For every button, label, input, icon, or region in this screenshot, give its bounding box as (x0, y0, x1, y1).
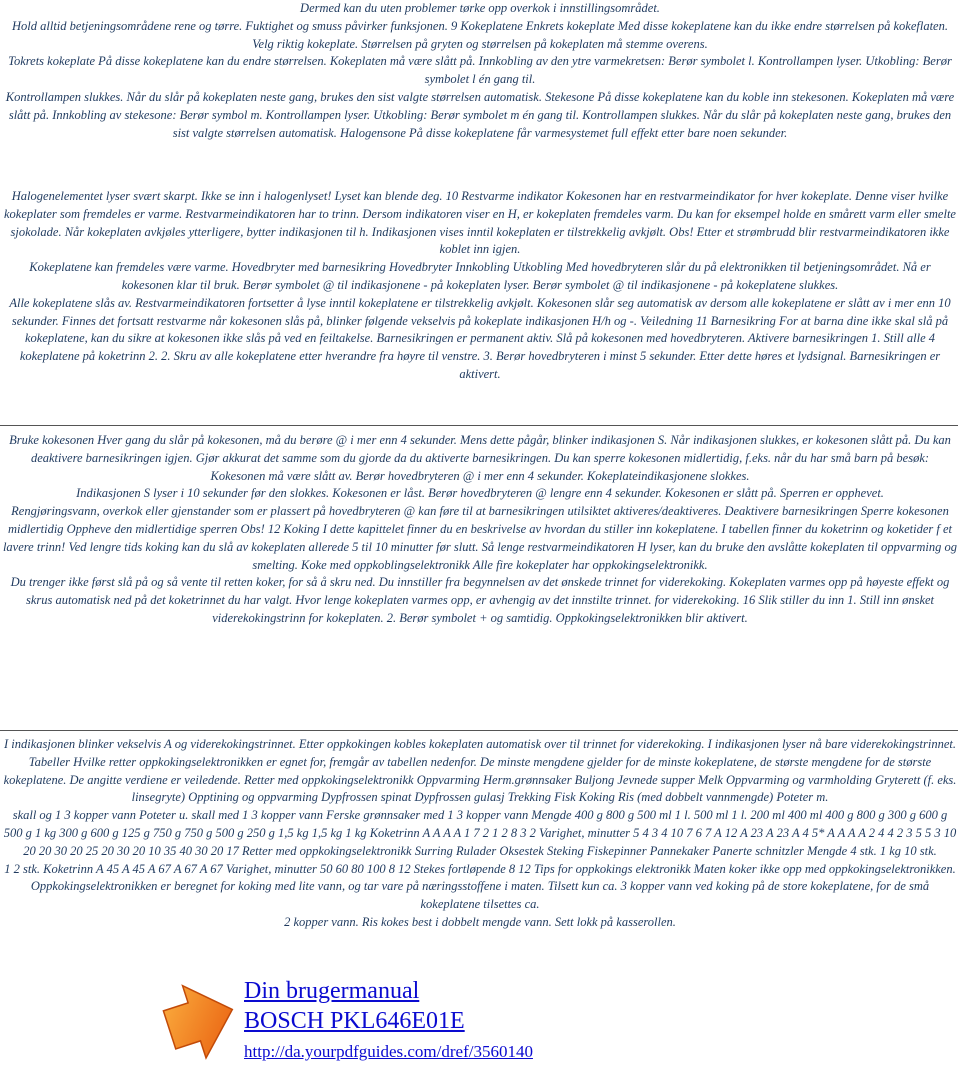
section-divider (0, 425, 958, 426)
footer (160, 974, 760, 1070)
paragraph: skall og 1 3 kopper vann Poteter u. skall med 1 3 kopper vann Ferske grønnsaker med 1 3 kopper vann Mengde 400 g 800 g 500 ml 1 l. 500 ml 1 l. 200 ml 400 ml 400 g 800 g 300 g 600 g 500 g 1 kg 300 g 600 g 125 g 750 g 750 g 500 g 250 g 1,5 kg 1,5 kg 1 kg Koketrinn A A A A 1 7 2 1 2 8 3 2 Varighet, minutter 5 4 3 4 10 7 6 7 A 12 A 23 A 23 A 4 5* A A A A 2 4 4 2 3 5 5 3 10 20 20 30 20 25 20 30 20 10 35 40 30 20 17 Retter med oppkokingselektronikk Surring Rulader Oksestek Steking Fiskepinner Pannekaker Panerte schnitzler Mengde 4 stk. 1 kg 10 stk. (3, 808, 957, 858)
paragraph: Kontrollampen slukkes. Når du slår på kokeplaten neste gang, brukes den sist valgte størrelsen automatisk. Stekesone På disse kokeplatene kan du koble inn stekesonen. Kokeplaten må være slått på. Innkobling av stekesone: Berør symbol m. Kontrollampen lyser. Utkobling: Berør symbolet m én gang til. Kontrollampen slukkes. Når du slår på kokeplaten neste gang, brukes den sist valgte størrelsen automatisk. Halogensone På disse kokeplatene får varmesystemet full effekt etter bare noen sekunder. (5, 89, 955, 140)
paragraph: Rengjøringsvann, overkok eller gjenstander som er plassert på hovedbryteren @ kan føre til at barnesikringen utilsiktet aktiveres/deaktiveres. Deaktivere barnesikringen Sperre kokesonen midlertidig Oppheve den midlertidige sperren Obs! 12 Koking I dette kapittelet finner du en beskrivelse av hvordan du stiller inn kokeplatene. I tabellen finner du koketrinn og koketider f et lavere trinn! Ved lengre tids koking kan du slå av kokeplaten allerede 5 til 10 minutter før slutt. Så lenge restvarmeindikatoren H lyser, kan du bruke den avslåtte kokeplaten til oppvarming og smelting. Koke med oppkoblingselektronikk Alle fire kokeplater har oppkokingselektronikk. (2, 504, 958, 572)
paragraph: Hold alltid betjeningsområdene rene og tørre. Fuktighet og smuss påvirker funksjonen. 9 Kokeplatene Enkrets kokeplate Med disse kokeplatene kan du ikke endre størrelsen på kokeflaten. Velg riktig kokeplate. Størrelsen på gryten og størrelsen på kokeplaten må stemme overens. (12, 18, 948, 51)
arrow-icon (160, 974, 240, 1066)
manual-url-link[interactable]: http://da.yourpdfguides.com/dref/3560140 (244, 1042, 533, 1061)
section-cooking-zones (2, 0, 958, 142)
section-divider (0, 730, 958, 731)
product-model-link[interactable]: BOSCH PKL646E01E (244, 1008, 465, 1034)
paragraph: Dermed kan du uten problemer tørke opp overkok i innstillingsområdet. (300, 1, 660, 15)
section-cooking-tables (2, 736, 958, 932)
paragraph: Du trenger ikke først slå på og så vente til retten koker, for så å skru ned. Du innstiller fra begynnelsen av det ønskede trinnet for viderekoking. Kokeplaten varmes opp på høyeste effekt og skrus automatisk ned på det koketrinnet du har valgt. Hvor lenge kokeplaten varmes opp, er avhengig av det innstilte trinnet. for viderekoking. 16 Slik stiller du inn 1. Still inn ønsket viderekokingstrinn for kokeplaten. 2. Berør symbolet + og samtidig. Oppkokingselektronikken blir aktivert. (10, 575, 950, 625)
paragraph: Indikasjonen S lyser i 10 sekunder før den slokkes. Kokesonen er låst. Berør hovedbryteren @ lengre enn 4 sekunder. Kokesonen er slått på. Sperren er opphevet. (76, 486, 884, 501)
paragraph: Kokeplatene kan fremdeles være varme. Hovedbryter med barnesikring Hovedbryter Innkobling Utkobling Med hovedbryteren slår du på elektronikken til betjeningsområdet. Nå er kokesonen klar til bruk. Berør symbolet @ til indikasjonene - på kokeplaten lyser. Berør symbolet @ til indikasjonene - på kokeplatene slukkes. (29, 260, 931, 292)
paragraph: 2 kopper vann. Ris kokes best i dobbelt mengde vann. Sett lokk på kasserollen. (284, 914, 676, 929)
paragraph: Bruke kokesonen Hver gang du slår på kokesonen, må du berøre @ i mer enn 4 sekunder. Mens dette pågår, blinker indikasjonen S. Når indikasjonen slukkes, er kokesonen slått på. Du kan deaktivere barnesikringen igjen. Gjør akkurat det samme som du gjorde da du aktiverte barnesikringen. Du kan sperre kokesonen midlertidig, f.eks. når du har små barn på besøk: Kokesonen må være slått av. Berør hovedbryteren @ i mer enn 4 sekunder. Kokeplateindikasjonene slokkes. (9, 433, 951, 483)
section-child-lock (2, 432, 958, 628)
manual-title-link[interactable]: Din brugermanual (244, 978, 420, 1004)
paragraph: Alle kokeplatene slås av. Restvarmeindikatoren fortsetter å lyse inntil kokeplatene er tilstrekkelig avkjølt. Kokesonen slår seg automatisk av dersom alle kokeplatene er slått av i mer enn 10 sekunder. Finnes det fortsatt restvarme når kokesonen slås på, blinker følgende vekselvis på kokeplate indikasjonen H/h og -. Veiledning 11 Barnesikring For at barna dine ikke skal slå på kokeplatene, kan du sikre at kokesonen ikke slås på ved en feiltakelse. Barnesikringen er permanent aktiv. Slå på kokesonen med hovedbryteren. Aktivere barnesikringen 1. Still alle 4 kokeplatene på koketrinn 2. 2. Skru av alle kokeplatene etter hverandre fra høyre til venstre. 3. Berør hovedbryteren i minst 5 sekunder. Etter dette høres et lydsignal. Barnesikringen er aktivert. (9, 295, 951, 381)
paragraph: I indikasjonen blinker vekselvis A og viderekokingstrinnet. Etter oppkokingen kobles kokeplaten automatisk over til trinnet for viderekoking. I indikasjonen lyser nå bare viderekokingstrinnet. Tabeller Hvilke retter oppkokingselektronikken er egnet for, fremgår av tabellen nedenfor. De minste mengdene gjelder for de minste kokeplatene, de største mengdene for de største kokeplatene. De angitte verdiene er veiledende. Retter med oppkokingselektronikk Oppvarming Herm.grønnsaker Buljong Jevnede supper Melk Oppvarming og varmholding Gryterett (f. eks. linsegryte) Opptining og oppvarming Dypfrossen spinat Dypfrossen gulasj Trekking Fisk Koking Ris (med dobbelt vannmengde) Poteter m. (3, 737, 957, 805)
paragraph: Halogenelementet lyser svært skarpt. Ikke se inn i halogenlyset! Lyset kan blende deg. 10 Restvarme indikator Kokesonen har en restvarmeindikator for hver kokeplate. Denne viser hvilke kokeplater som fremdeles er varme. Restvarmeindikatoren har to trinn. Dersom indikatoren viser en H, er kokeplaten fremdeles varm. Du kan for eksempel holde en smårett varm eller smelte sjokolade. Når kokeplaten avkjøles ytterligere, bytter indikasjonen til h. Indikasjonen vises inntil kokeplaten er tilstrekkelig avkjølt. Obs! Etter et strømbrudd blir restvarmeindikatoren ikke koblet inn igjen. (4, 189, 956, 257)
paragraph: Tokrets kokeplate På disse kokeplatene kan du endre størrelsen. Kokeplaten må være slått på. Innkobling av den ytre varmekretsen: Berør symbolet l. Kontrollampen lyser. Utkobling: Berør symbolet l én gang til. (8, 54, 952, 87)
section-residual-heat (2, 188, 958, 384)
paragraph: 1 2 stk. Koketrinn A 45 A 45 A 67 A 67 A 67 Varighet, minutter 50 60 80 100 8 12 Stekes fortløpende 8 12 Tips for oppkokings elektronikk Maten koker ikke opp med oppkokingselektronikken. Oppkokingselektronikken er beregnet for koking med lite vann, og tar vare på næringsstoffene i maten. Tilsett kun ca. 3 kopper vann ved koking på de store kokeplatene, for de små kokeplatene tilsettes ca. (4, 861, 956, 912)
